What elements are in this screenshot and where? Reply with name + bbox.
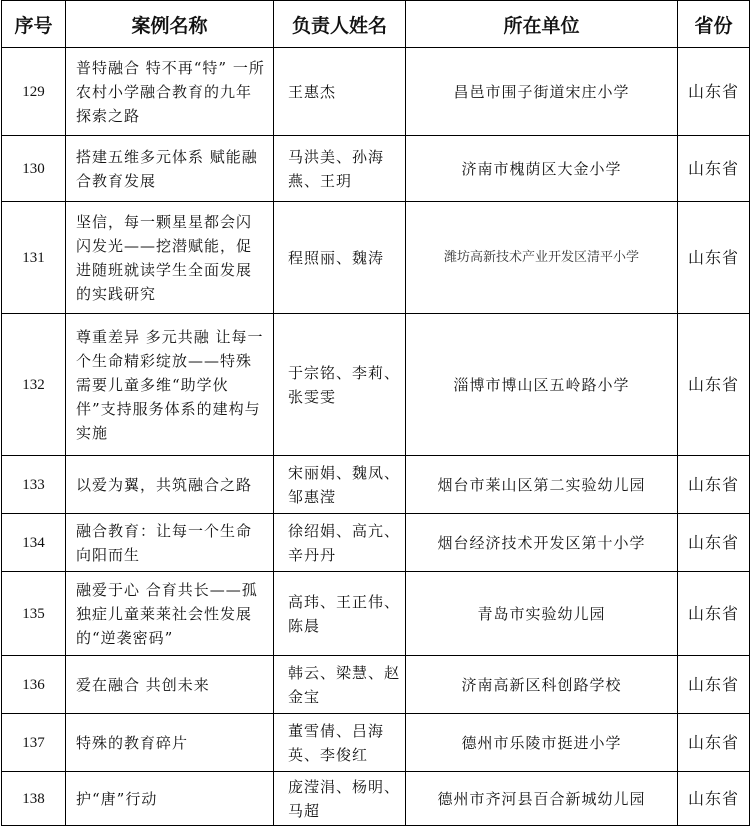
row-unit: 德州市齐河县百合新城幼儿园 <box>406 772 678 826</box>
row-title: 普特融合 特不再“特” 一所农村小学融合教育的九年探索之路 <box>66 48 274 136</box>
row-no: 130 <box>2 136 66 202</box>
row-province: 山东省 <box>678 714 750 772</box>
row-province: 山东省 <box>678 772 750 826</box>
row-title: 搭建五维多元体系 赋能融合教育发展 <box>66 136 274 202</box>
row-title: 爱在融合 共创未来 <box>66 656 274 714</box>
row-no: 133 <box>2 456 66 514</box>
header-unit: 所在单位 <box>406 1 678 48</box>
row-title: 特殊的教育碎片 <box>66 714 274 772</box>
table-row <box>2 572 750 656</box>
table-row <box>2 136 750 202</box>
table-row <box>2 314 750 456</box>
row-unit: 烟台经济技术开发区第十小学 <box>406 514 678 572</box>
row-title: 融爱于心 合育共长——孤独症儿童莱莱社会性发展的“逆袭密码” <box>66 572 274 656</box>
row-title: 坚信，每一颗星星都会闪闪发光——挖潜赋能，促进随班就读学生全面发展的实践研究 <box>66 202 274 314</box>
row-person: 韩云、梁慧、赵金宝 <box>274 656 406 714</box>
row-province: 山东省 <box>678 656 750 714</box>
row-title: 融合教育：让每一个生命向阳而生 <box>66 514 274 572</box>
row-province: 山东省 <box>678 202 750 314</box>
row-person: 董雪倩、吕海英、李俊红 <box>274 714 406 772</box>
table-row <box>2 514 750 572</box>
header-no: 序号 <box>2 1 66 48</box>
row-province: 山东省 <box>678 48 750 136</box>
row-title: 护“唐”行动 <box>66 772 274 826</box>
row-province: 山东省 <box>678 314 750 456</box>
header-case-name: 案例名称 <box>66 1 274 48</box>
row-no: 131 <box>2 202 66 314</box>
row-person: 于宗铭、李莉、张雯雯 <box>274 314 406 456</box>
header-person: 负责人姓名 <box>274 1 406 48</box>
row-person: 王惠杰 <box>274 48 406 136</box>
row-no: 134 <box>2 514 66 572</box>
row-no: 138 <box>2 772 66 826</box>
row-no: 129 <box>2 48 66 136</box>
row-unit: 昌邑市围子街道宋庄小学 <box>406 48 678 136</box>
row-person: 庞滢涓、杨明、马超 <box>274 772 406 826</box>
table-row <box>2 772 750 826</box>
row-no: 132 <box>2 314 66 456</box>
header-province: 省份 <box>678 1 750 48</box>
table-row <box>2 48 750 136</box>
table-row <box>2 656 750 714</box>
row-person: 徐绍娟、高亢、辛丹丹 <box>274 514 406 572</box>
row-province: 山东省 <box>678 572 750 656</box>
row-person: 宋丽娟、魏凤、邹惠滢 <box>274 456 406 514</box>
row-unit: 烟台市莱山区第二实验幼儿园 <box>406 456 678 514</box>
row-unit: 德州市乐陵市挺进小学 <box>406 714 678 772</box>
row-title: 以爱为翼，共筑融合之路 <box>66 456 274 514</box>
table-row <box>2 714 750 772</box>
row-no: 136 <box>2 656 66 714</box>
case-table <box>1 0 750 826</box>
table-row <box>2 456 750 514</box>
row-unit: 潍坊高新技术产业开发区清平小学 <box>406 202 678 314</box>
row-unit: 济南高新区科创路学校 <box>406 656 678 714</box>
row-province: 山东省 <box>678 136 750 202</box>
row-unit: 济南市槐荫区大金小学 <box>406 136 678 202</box>
header-row <box>2 1 750 48</box>
row-province: 山东省 <box>678 456 750 514</box>
row-title: 尊重差异 多元共融 让每一个生命精彩绽放——特殊需要儿童多维“助学伙伴”支持服务体系的建构与实施 <box>66 314 274 456</box>
row-unit: 青岛市实验幼儿园 <box>406 572 678 656</box>
row-person: 马洪美、孙海燕、王玥 <box>274 136 406 202</box>
table-row <box>2 202 750 314</box>
row-no: 137 <box>2 714 66 772</box>
row-no: 135 <box>2 572 66 656</box>
row-province: 山东省 <box>678 514 750 572</box>
row-person: 高玮、王正伟、陈晨 <box>274 572 406 656</box>
row-unit: 淄博市博山区五岭路小学 <box>406 314 678 456</box>
row-person: 程照丽、魏涛 <box>274 202 406 314</box>
